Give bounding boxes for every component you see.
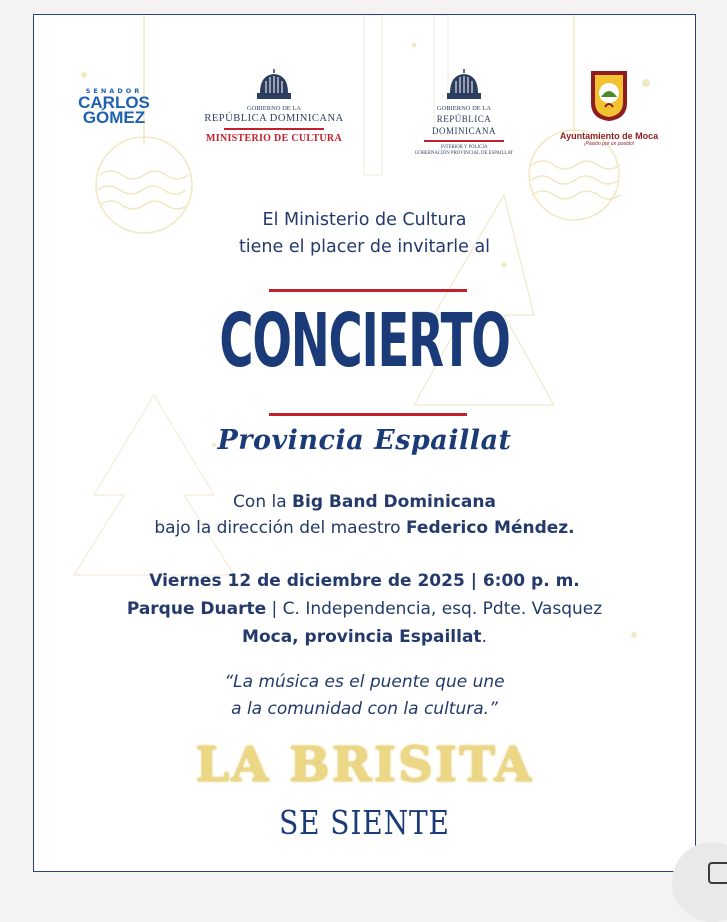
republica-label: REPÚBLICA DOMINICANA [432,114,496,136]
interior-label: INTERIOR Y POLICÍA [440,144,488,150]
director-line [34,515,695,541]
director-name: Federico Méndez. [405,518,575,538]
title-bottom-line [269,413,467,416]
quote-line-1: “La música es el puente que une [224,672,505,692]
gobierno-label: GOBIERNO DE LA [246,105,302,112]
gobierno-label: GOBIERNO DE LA [436,105,492,112]
event-title: CONCIERTO [219,298,510,384]
senador-label: SENADOR [85,87,143,95]
moca-shield-icon [587,67,631,123]
ayuntamiento-name: Ayuntamiento de Moca [559,131,659,141]
intro-text [34,207,695,261]
intro-line-2: tiene el placer de invitarle al [238,237,491,257]
red-divider [424,140,504,142]
city: Moca, provincia Espaillat [242,627,482,647]
expand-icon[interactable] [708,862,727,884]
brand-se-siente: SE SIENTE [279,803,450,842]
gobierno-interior-logo [404,67,524,157]
invitation-card [33,14,696,872]
date-time-line [34,567,695,595]
title-top-line [269,289,467,292]
gobernacion-label: GOBERNACIÓN PROVINCIAL DE ESPAILLAT [414,150,514,156]
city-suffix: . [481,627,487,647]
senador-first-name: CARLOS [78,93,150,112]
band-info [34,489,695,541]
ayuntamiento-slogan: ¡Pasión por un pueblo! [583,141,635,147]
city-line [34,623,695,651]
tree-left-icon [74,395,234,575]
red-divider [224,128,324,130]
date-time: Viernes 12 de diciembre de 2025 | 6:00 p. m. [149,571,580,591]
dome-icon [444,67,484,101]
event-details [34,567,695,651]
dome-icon [254,67,294,101]
band-line [34,489,695,515]
gobierno-cultura-logo [194,67,354,144]
senador-last-name: GÓMEZ [82,108,146,127]
intro-line-1: El Ministerio de Cultura [262,210,467,230]
venue-line [34,595,695,623]
ministerio-label: MINISTERIO DE CULTURA [206,133,342,144]
republica-label: REPÚBLICA DOMINICANA [204,113,344,124]
brand-la-brisita: LA BRISITA [195,737,534,793]
ayuntamiento-logo [554,67,664,147]
event-subtitle: Provincia Espaillat [217,425,512,456]
venue-address: | C. Independencia, esq. Pdte. Vasquez [266,599,603,619]
band-prefix: Con la [233,492,293,512]
director-prefix: bajo la dirección del maestro [154,518,406,538]
quote-line-2: a la comunidad con la cultura.” [231,699,498,719]
venue-name: Parque Duarte [126,599,267,619]
senador-logo [74,87,154,125]
band-name: Big Band Dominicana [292,492,496,512]
logo-row [34,67,695,157]
quote [34,669,695,723]
